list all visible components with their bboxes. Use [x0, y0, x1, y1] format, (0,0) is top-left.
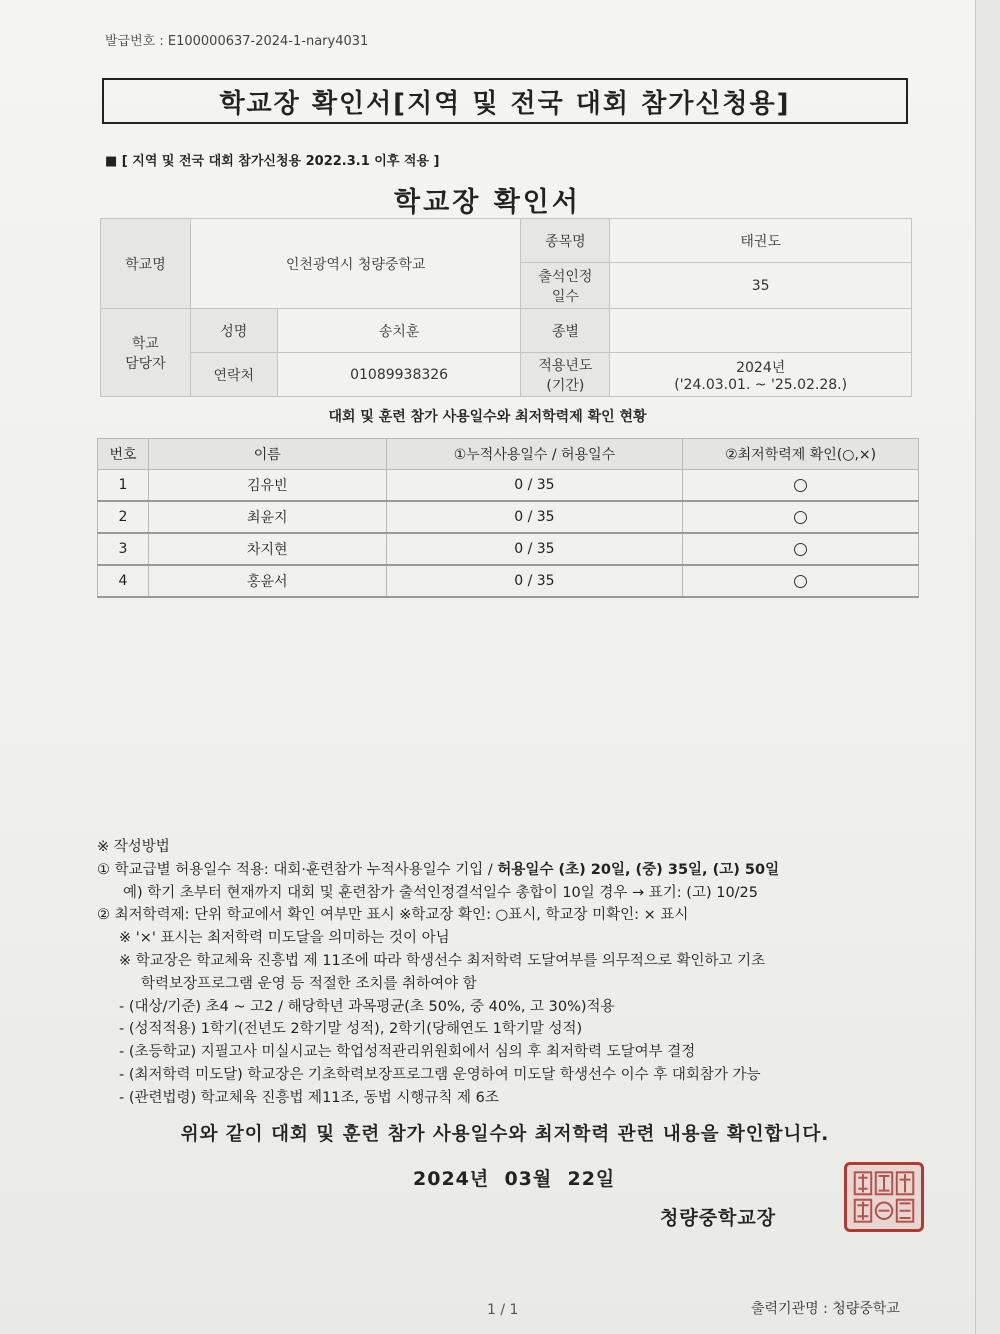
seal-graphic [847, 1165, 921, 1229]
section-note: ■ [ 지역 및 전국 대회 참가신청용 2022.3.1 이후 적용 ] [105, 154, 440, 169]
document-title: 학교장 확인서 [394, 187, 581, 218]
official-seal-icon [844, 1162, 924, 1232]
row-check [683, 533, 919, 565]
row-no: 2 [98, 501, 149, 533]
row-no: 3 [98, 533, 149, 565]
method-line: ※ 학교장은 학교체육 진흥법 제 11조에 따라 학생선수 최저학력 도달여부를 의무적으로 확인하고 기초 [119, 952, 766, 969]
header-days: ①누적사용일수 / 허용일수 [386, 439, 683, 470]
name-label: 성명 [190, 309, 277, 353]
method-line: - (대상/기준) 초4 ~ 고2 / 해당학년 과목평균(초 50%, 중 40%, 고 30%)적용 [119, 998, 615, 1015]
table-row [98, 565, 919, 597]
issue-date: 2024년 03월 22일 [413, 1168, 616, 1190]
attend-label-line2: 일수 [551, 288, 579, 305]
attend-label-line1: 출석인정 [538, 268, 593, 285]
method-line: ※ '×' 표시는 최저학력 미도달을 의미하는 것이 아님 [119, 930, 450, 947]
method-line: 예) 학기 초부터 현재까지 대회 및 훈련참가 출석인정결석일수 총합이 10일 경우 → 표기: (고) 10/25 [123, 884, 759, 901]
method-line [97, 859, 779, 882]
adjacent-page-edge [975, 0, 1000, 1334]
row-name: 차지현 [148, 533, 386, 565]
row-name: 김유빈 [148, 470, 386, 502]
writing-method [97, 836, 779, 1110]
method-line1-bold: 허용일수 (초) 20일, (중) 35일, (고) 50일 [497, 861, 780, 878]
school-label: 학교명 [101, 219, 191, 309]
sport-label: 종목명 [521, 219, 610, 263]
row-days: 0 / 35 [386, 533, 683, 565]
method-title: ※ 작성방법 [97, 839, 170, 855]
row-check [683, 501, 919, 533]
year-value-line2: ('24.03.01. ~ '25.02.28.) [674, 376, 848, 393]
header-no: 번호 [98, 439, 149, 470]
manager-label-line1: 학교 [131, 335, 159, 352]
table-row [98, 470, 919, 502]
year-value [610, 353, 912, 397]
category-label: 종별 [521, 309, 610, 353]
main-title: 학교장 확인서[지역 및 전국 대회 참가신청용] [102, 78, 908, 124]
output-organization: 출력기관명 : 청량중학교 [751, 1301, 900, 1317]
row-no: 4 [98, 565, 149, 597]
method-line: - (성적적용) 1학기(전년도 2학기말 성적), 2학기(당해연도 1학기말 성적) [119, 1021, 583, 1038]
confirmation-statement: 위와 같이 대회 및 훈련 참가 사용일수와 최저학력 관련 내용을 확인합니다. [180, 1124, 830, 1145]
issue-number: 발급번호 : E100000637-2024-1-nary4031 [105, 34, 369, 49]
year-value-line1: 2024년 [736, 359, 786, 376]
method-line: - (최저학력 미도달) 학교장은 기초학력보장프로그램 운영하여 미도달 학생선수 이수 후 대회참가 가능 [119, 1066, 761, 1083]
contact-value: 01089938326 [277, 353, 521, 397]
row-days: 0 / 35 [386, 565, 683, 597]
category-value [610, 309, 912, 353]
row-days: 0 / 35 [386, 501, 683, 533]
method-line: - (관련법령) 학교체육 진흥법 제11조, 동법 시행규칙 제 6조 [119, 1089, 499, 1106]
method-line: 학력보장프로그램 운영 등 적절한 조치를 취하여야 함 [141, 975, 477, 992]
attend-label [521, 263, 610, 309]
year-label-line1: 적용년도 [538, 357, 593, 374]
method-line1-text: ① 학교급별 허용일수 적용: 대회·훈련참가 누적사용일수 기입 / [97, 861, 498, 878]
row-no: 1 [98, 470, 149, 502]
row-name: 최윤지 [148, 501, 386, 533]
name-value: 송치훈 [277, 309, 521, 353]
row-name: 홍윤서 [148, 565, 386, 597]
table-row [98, 533, 919, 565]
year-label [521, 353, 610, 397]
row-check [683, 565, 919, 597]
sport-value: 태권도 [610, 219, 912, 263]
circle-check-icon [794, 479, 807, 492]
contact-label: 연락처 [190, 353, 277, 397]
header-check: ②최저학력제 확인(○,×) [683, 439, 919, 470]
status-table [97, 438, 919, 598]
circle-check-icon [794, 575, 807, 588]
year-label-line2: (기간) [546, 377, 585, 394]
row-check [683, 470, 919, 502]
manager-label [101, 309, 191, 397]
header-name: 이름 [148, 439, 386, 470]
circle-check-icon [794, 543, 807, 556]
method-line: - (초등학교) 지필고사 미실시교는 학업성적관리위원회에서 심의 후 최저학력 도달여부 결정 [119, 1044, 696, 1061]
principal-signature: 청량중학교장 [660, 1207, 777, 1229]
info-table [100, 218, 912, 397]
school-value: 인천광역시 청량중학교 [190, 219, 521, 309]
status-title: 대회 및 훈련 참가 사용일수와 최저학력제 확인 현황 [328, 409, 647, 425]
method-line: ② 최저학력제: 단위 학교에서 확인 여부만 표시 ※학교장 확인: ○표시, 학교장 미확인: × 표시 [97, 907, 689, 924]
manager-label-line2: 담당자 [125, 355, 166, 372]
attend-value: 35 [610, 263, 912, 309]
table-row [98, 501, 919, 533]
page-number: 1 / 1 [487, 1302, 519, 1318]
row-days: 0 / 35 [386, 470, 683, 502]
circle-check-icon [794, 511, 807, 524]
